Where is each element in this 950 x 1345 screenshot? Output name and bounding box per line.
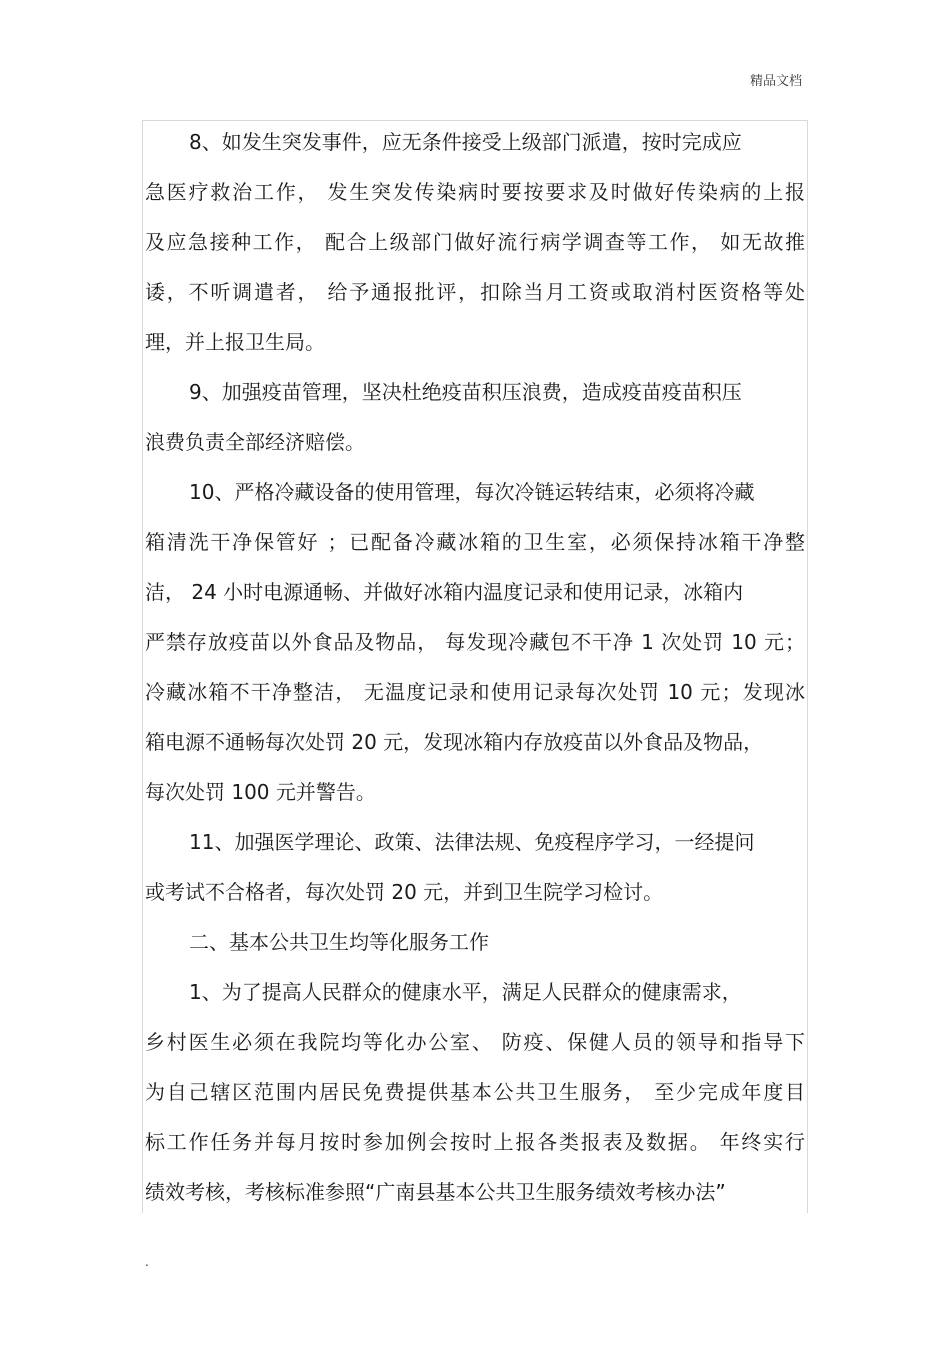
paragraph-line: 洁， 24 小时电源通畅、并做好冰箱内温度记录和使用记录，冰箱内 bbox=[145, 580, 744, 604]
footer-mark: . bbox=[145, 1255, 149, 1269]
document-body bbox=[145, 122, 805, 1222]
paragraph-line: 标工作任务并每月按时参加例会按时上报各类报表及数据。 年终实行 bbox=[145, 1130, 805, 1154]
paragraph-line: 严禁存放疫苗以外食品及物品， 每发现冷藏包不干净 1 次处罚 10 元； bbox=[145, 630, 805, 654]
paragraph-line: 浪费负责全部经济赔偿。 bbox=[145, 430, 365, 454]
paragraph-line: 理，并上报卫生局。 bbox=[145, 330, 325, 354]
paragraph-line: 绩效考核，考核标准参照“广南县基本公共卫生服务绩效考核办法” bbox=[145, 1180, 726, 1204]
paragraph-line: 箱清洗干净保管好 ；已配备冷藏冰箱的卫生室，必须保持冰箱干净整 bbox=[145, 530, 805, 554]
paragraph-line: 及应急接种工作， 配合上级部门做好流行病学调查等工作， 如无故推 bbox=[145, 230, 805, 254]
paragraph-line: 1、为了提高人民群众的健康水平，满足人民群众的健康需求， bbox=[189, 980, 742, 1004]
paragraph-line: 每次处罚 100 元并警告。 bbox=[145, 780, 376, 804]
paragraph-line: 9、加强疫苗管理，坚决杜绝疫苗积压浪费，造成疫苗疫苗积压 bbox=[189, 380, 742, 404]
paragraph-line: 11、加强医学理论、政策、法律法规、免疫程序学习，一经提问 bbox=[189, 830, 755, 854]
paragraph-line: 或考试不合格者，每次处罚 20 元，并到卫生院学习检讨。 bbox=[145, 880, 664, 904]
header-label: 精品文档 bbox=[749, 74, 802, 89]
paragraph-line: 10、严格冷藏设备的使用管理，每次冷链运转结束，必须将冷藏 bbox=[189, 480, 755, 504]
section-heading: 二、基本公共卫生均等化服务工作 bbox=[189, 930, 489, 954]
paragraph-line: 乡村医生必须在我院均等化办公室、 防疫、保健人员的领导和指导下 bbox=[145, 1030, 805, 1054]
paragraph-line: 8、如发生突发事件，应无条件接受上级部门派遣，按时完成应 bbox=[189, 130, 742, 154]
paragraph-line: 急医疗救治工作， 发生突发传染病时要按要求及时做好传染病的上报 bbox=[145, 180, 805, 204]
paragraph-line: 箱电源不通畅每次处罚 20 元，发现冰箱内存放疫苗以外食品及物品， bbox=[145, 730, 764, 754]
paragraph-line: 为自己辖区范围内居民免费提供基本公共卫生服务， 至少完成年度目 bbox=[145, 1080, 805, 1104]
paragraph-line: 诿，不听调遣者， 给予通报批评，扣除当月工资或取消村医资格等处 bbox=[145, 280, 805, 304]
paragraph-line: 冷藏冰箱不干净整洁， 无温度记录和使用记录每次处罚 10 元；发现冰 bbox=[145, 680, 805, 704]
